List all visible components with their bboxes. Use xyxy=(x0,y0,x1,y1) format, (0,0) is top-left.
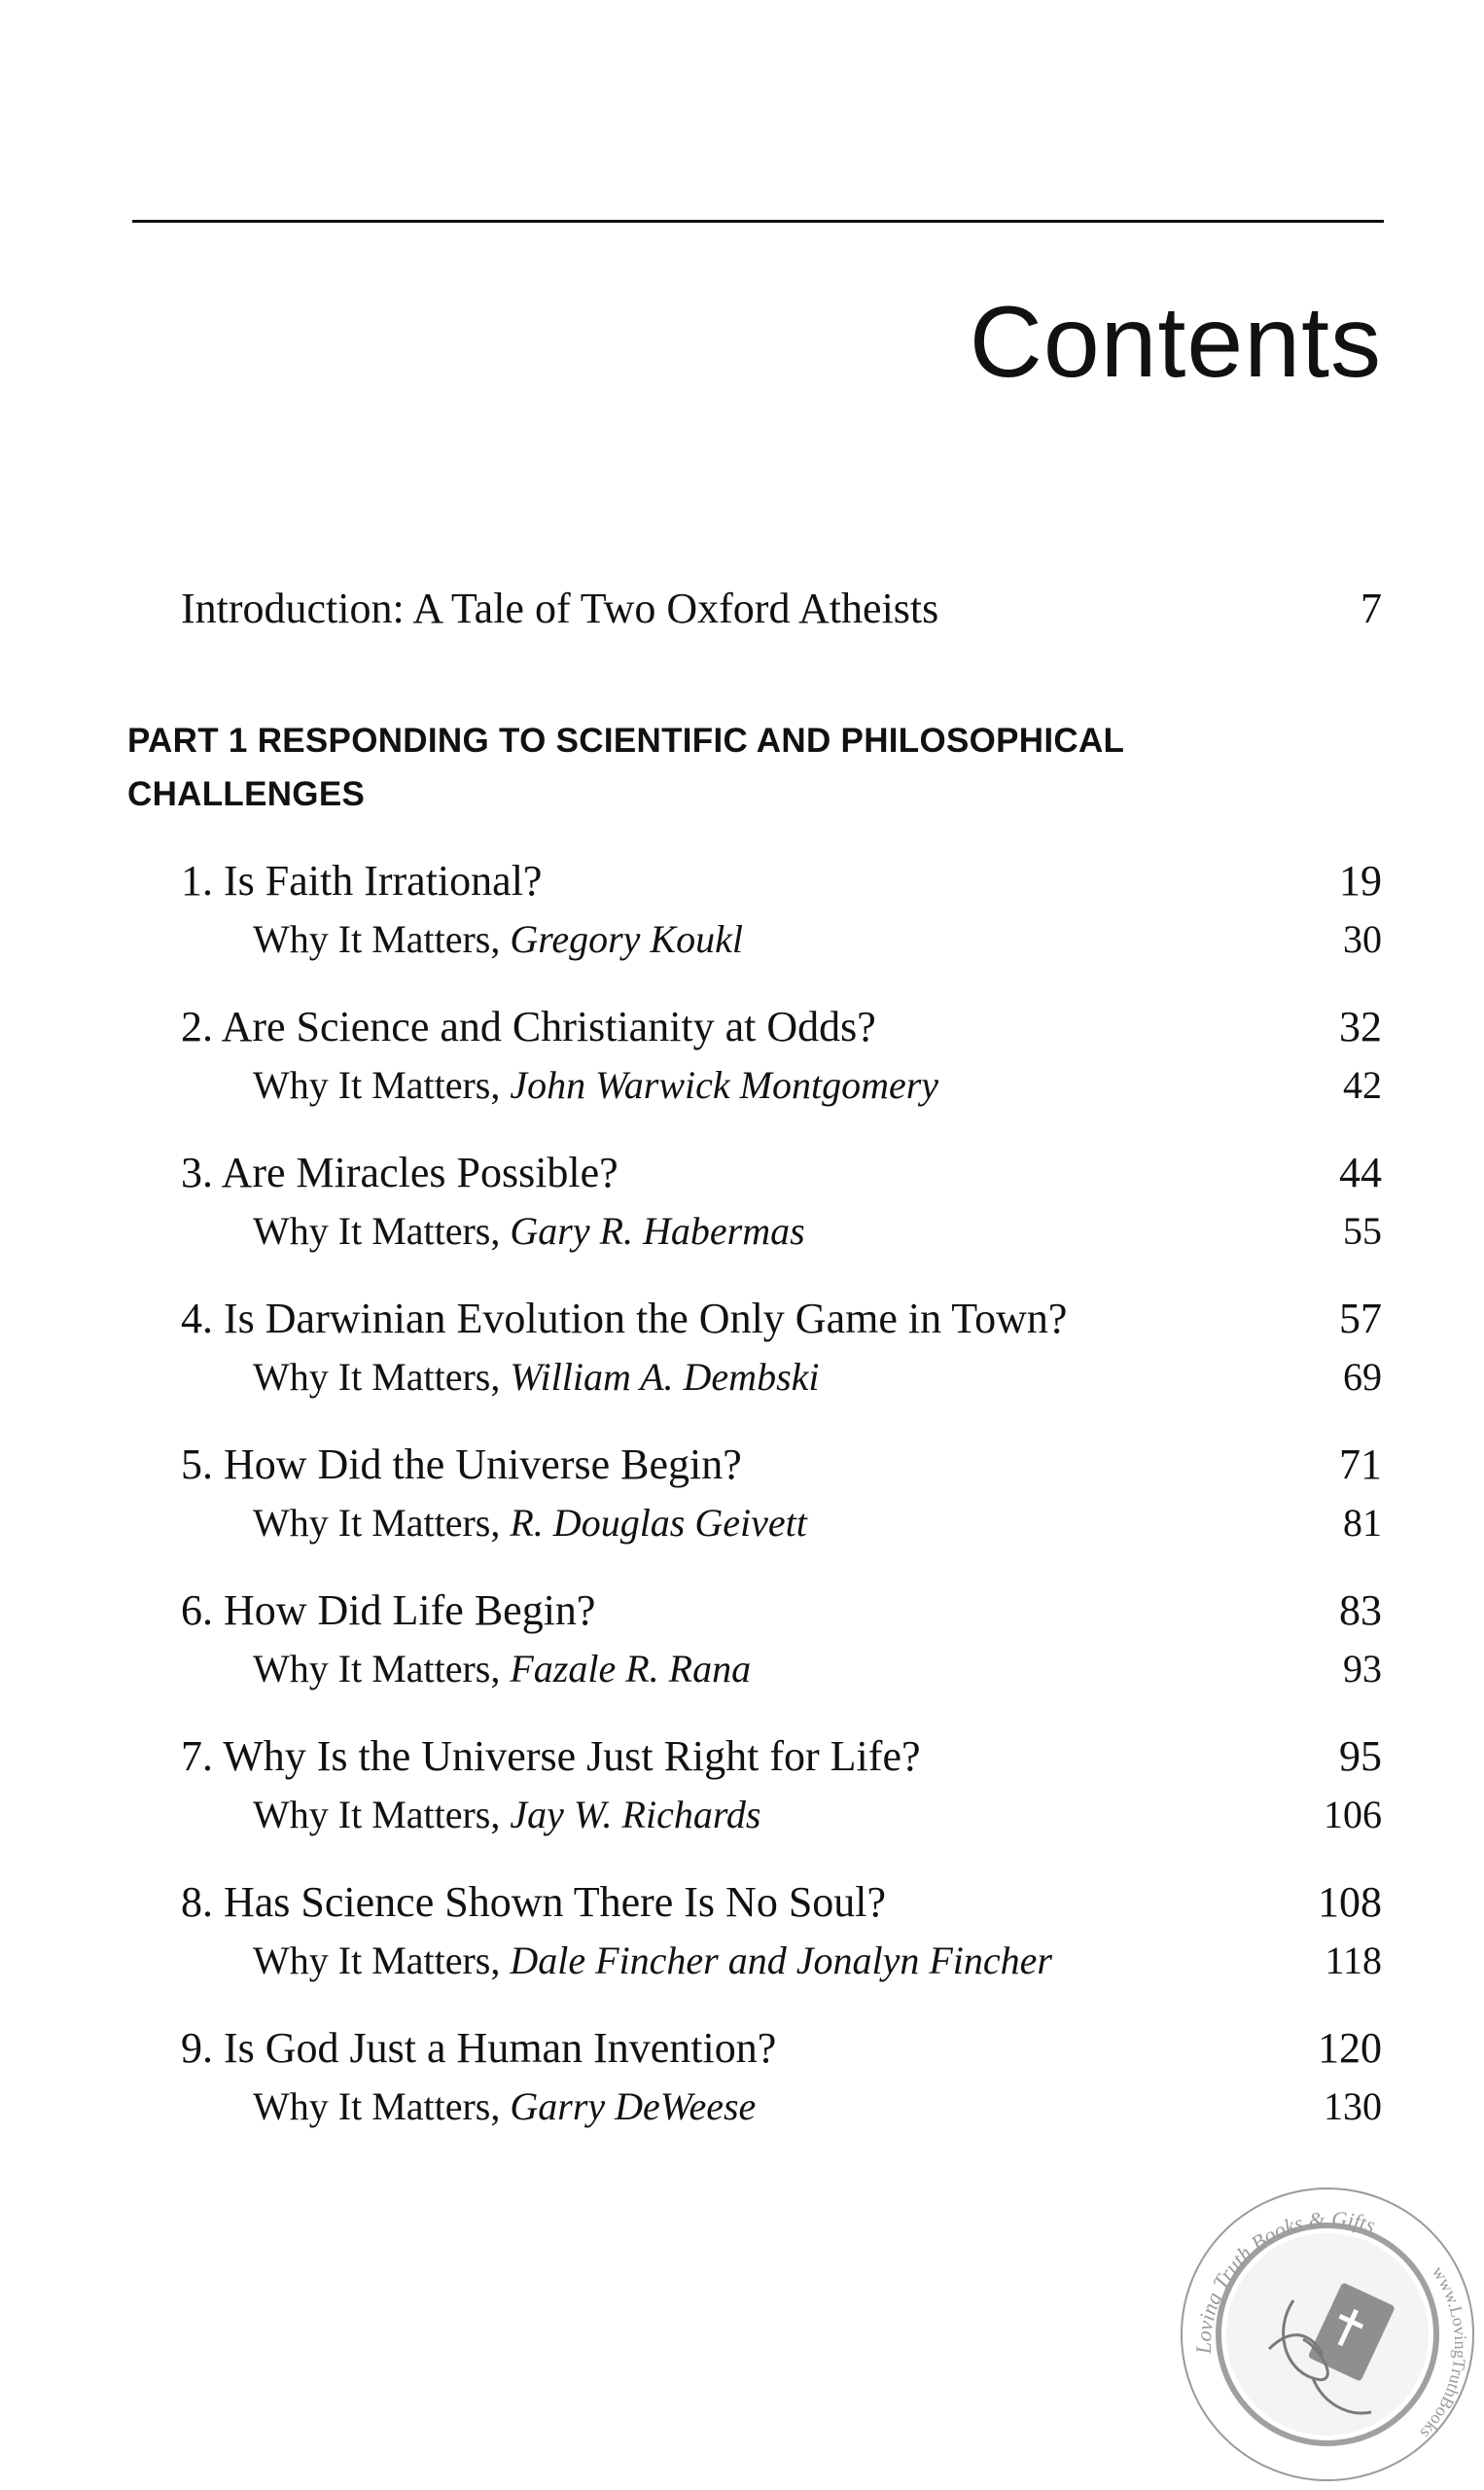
toc-chapter-1 xyxy=(181,856,1382,982)
chapter-number: 1. xyxy=(181,857,213,905)
toc-chapter-9 xyxy=(181,2023,1382,2150)
chapter-title-text: Is God Just a Human Invention? xyxy=(224,2024,777,2072)
why-it-matters-page-number: 81 xyxy=(1343,1501,1382,1545)
chapter-title xyxy=(181,1002,876,1051)
chapter-title-text: How Did Life Begin? xyxy=(224,1586,596,1634)
chapter-page-number: 83 xyxy=(1339,1586,1382,1634)
toc-chapter-4 xyxy=(181,1294,1382,1420)
why-it-matters-page-number: 42 xyxy=(1343,1063,1382,1107)
toc-chapter-3 xyxy=(181,1148,1382,1274)
why-it-matters-page-number: 55 xyxy=(1343,1209,1382,1253)
chapter-number: 6. xyxy=(181,1586,213,1634)
why-it-matters-line xyxy=(253,1938,1052,1983)
why-it-matters-line xyxy=(253,1354,820,1400)
chapter-title xyxy=(181,1148,618,1197)
part-heading-line-1: PART 1 RESPONDING TO SCIENTIFIC AND PHILOSOPHICAL xyxy=(127,722,1125,760)
why-it-matters-line xyxy=(253,916,743,962)
why-it-matters-line xyxy=(253,1792,760,1837)
why-it-matters-label: Why It Matters, xyxy=(253,1355,501,1399)
author-name: R. Douglas Geivett xyxy=(510,1501,807,1545)
chapter-title-text: Are Miracles Possible? xyxy=(221,1149,618,1196)
chapter-title xyxy=(181,856,542,906)
why-it-matters-label: Why It Matters, xyxy=(253,2084,501,2128)
chapter-title-text: Why Is the Universe Just Right for Life? xyxy=(223,1732,921,1780)
chapter-page-number: 108 xyxy=(1318,1878,1382,1926)
chapter-number: 8. xyxy=(181,1878,213,1926)
chapter-title-text: Has Science Shown There Is No Soul? xyxy=(224,1878,887,1926)
why-it-matters-label: Why It Matters, xyxy=(253,1501,501,1545)
chapter-number: 2. xyxy=(181,1003,213,1050)
toc-chapter-6 xyxy=(181,1585,1382,1712)
author-name: Gary R. Habermas xyxy=(510,1209,805,1253)
chapter-page-number: 57 xyxy=(1339,1295,1382,1342)
intro-title: Introduction: A Tale of Two Oxford Atheists xyxy=(181,585,939,632)
chapter-title-text: How Did the Universe Begin? xyxy=(224,1441,742,1488)
chapter-page-number: 120 xyxy=(1318,2024,1382,2072)
author-name: John Warwick Montgomery xyxy=(510,1063,939,1107)
author-name: Dale Fincher and Jonalyn Fincher xyxy=(510,1939,1052,1982)
part-heading xyxy=(127,714,1353,821)
watermark-seal xyxy=(1177,2184,1478,2485)
why-it-matters-page-number: 69 xyxy=(1343,1355,1382,1399)
toc-chapter-7 xyxy=(181,1731,1382,1858)
chapter-number: 4. xyxy=(181,1295,213,1342)
why-it-matters-page-number: 30 xyxy=(1343,917,1382,961)
why-it-matters-line xyxy=(253,1646,751,1691)
chapter-number: 3. xyxy=(181,1149,213,1196)
chapter-title xyxy=(181,1731,921,1781)
why-it-matters-page-number: 106 xyxy=(1324,1793,1382,1836)
watermark-text-top: Loving Truth Books & Gifts xyxy=(1190,2206,1379,2355)
toc-chapter-8 xyxy=(181,1877,1382,2004)
author-name: Gregory Koukl xyxy=(510,917,743,961)
author-name: Jay W. Richards xyxy=(510,1793,761,1836)
why-it-matters-page-number: 93 xyxy=(1343,1647,1382,1690)
why-it-matters-label: Why It Matters, xyxy=(253,1209,501,1253)
chapter-number: 5. xyxy=(181,1441,213,1488)
part-heading-line-2: CHALLENGES xyxy=(127,775,366,813)
toc-chapter-2 xyxy=(181,1002,1382,1128)
chapter-title-text: Are Science and Christianity at Odds? xyxy=(221,1003,876,1050)
chapter-page-number: 95 xyxy=(1339,1732,1382,1780)
why-it-matters-line xyxy=(253,1500,807,1546)
why-it-matters-label: Why It Matters, xyxy=(253,1647,501,1690)
chapter-title-text: Is Darwinian Evolution the Only Game in Town? xyxy=(224,1295,1068,1342)
intro-page-number: 7 xyxy=(1360,585,1382,632)
chapter-page-number: 44 xyxy=(1339,1149,1382,1196)
chapter-title xyxy=(181,1294,1067,1343)
chapter-page-number: 19 xyxy=(1339,857,1382,905)
page-title: Contents xyxy=(969,286,1382,399)
toc-chapter-5 xyxy=(181,1440,1382,1566)
author-name: William A. Dembski xyxy=(510,1355,820,1399)
chapter-title xyxy=(181,1585,595,1635)
why-it-matters-line xyxy=(253,1062,938,1108)
watermark-text-side: www.LovingTruthBooks xyxy=(1416,2262,1470,2443)
chapter-number: 9. xyxy=(181,2024,213,2072)
why-it-matters-page-number: 130 xyxy=(1324,2084,1382,2128)
author-name: Fazale R. Rana xyxy=(510,1647,752,1690)
chapter-title xyxy=(181,2023,776,2073)
author-name: Garry DeWeese xyxy=(510,2084,757,2128)
why-it-matters-label: Why It Matters, xyxy=(253,917,501,961)
why-it-matters-page-number: 118 xyxy=(1325,1939,1382,1982)
why-it-matters-line xyxy=(253,2083,756,2129)
chapter-number: 7. xyxy=(181,1732,213,1780)
watermark-seal-graphic xyxy=(1177,2184,1478,2485)
chapter-page-number: 71 xyxy=(1339,1441,1382,1488)
why-it-matters-label: Why It Matters, xyxy=(253,1939,501,1982)
chapter-title xyxy=(181,1877,886,1927)
why-it-matters-label: Why It Matters, xyxy=(253,1063,501,1107)
chapter-page-number: 32 xyxy=(1339,1003,1382,1050)
top-rule xyxy=(132,220,1384,223)
why-it-matters-line xyxy=(253,1208,805,1254)
chapter-title-text: Is Faith Irrational? xyxy=(224,857,543,905)
chapter-title xyxy=(181,1440,742,1489)
why-it-matters-label: Why It Matters, xyxy=(253,1793,501,1836)
